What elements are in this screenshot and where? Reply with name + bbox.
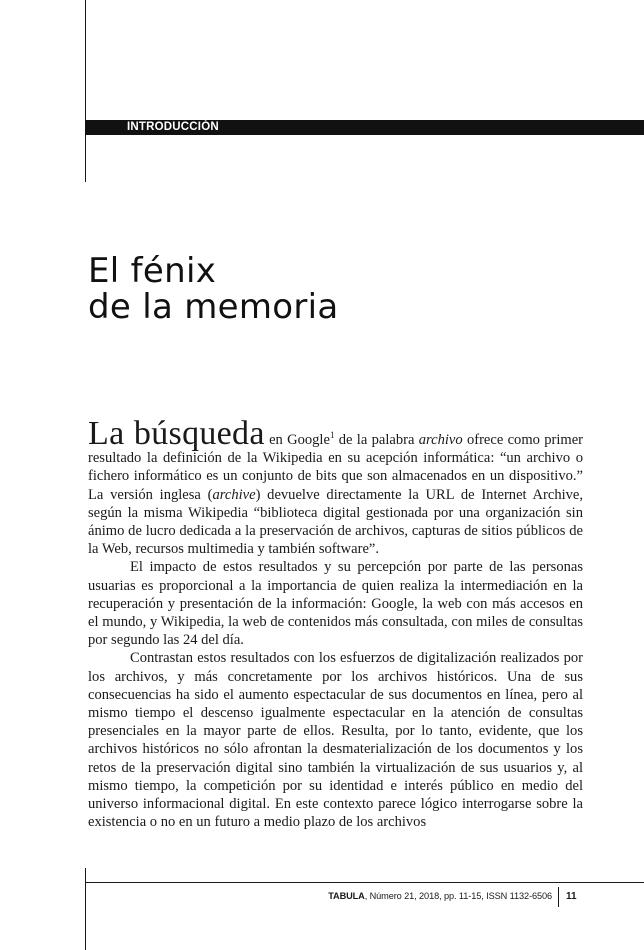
p1-text-a: en Google [264,432,330,448]
title-line-2: de la memoria [88,287,339,327]
page-number: 11 [566,891,577,902]
journal-name: TABULA [328,891,365,901]
paragraph-2: El impacto de estos resultados y su percepción por parte de las personas usuarias es proporcional a la importancia de quien realiza la intermediación en la recuperación y presentación de la información: Google, la web con más accesos en el mundo, y Wikipedia, la web de contenidos más consultada, con miles de consultas por segundo las 24 del día. [88,559,583,649]
paragraph-3: Contrastan estos resultados con los esfuerzos de digitalización realizados por los archivos, y más concretamente por los archivos históricos. Una de sus consecuencias ha sido el aumento espectacular de sus documentos en línea, pero al mismo tiempo el descenso igualmente espectacular en la atención de consultas presenciales en la mayor parte de ellos. Resulta, por lo tanto, evidente, que los archivos históricos no sólo afrontan la desmaterialización de los documentos y los retos de la preservación digital sino también la virtualización de sus usuarios y, al mismo tiempo, la competición por su identidad e interés público en medio del universo informacional digital. En este contexto parece lógico interrogarse sobre la existencia o no en un futuro a medio plazo de los archivos [88,650,583,831]
margin-rule-top [85,0,86,182]
footer-citation [328,891,552,901]
article-title [88,253,339,325]
lead-word: La búsqueda [88,415,265,452]
footer-separator [558,887,559,907]
footnote-ref: 1 [329,430,335,440]
p1-italic-archive: archive [212,486,256,503]
p1-text-b: de la palabra [334,432,419,448]
section-label: INTRODUCCIÓN [127,121,219,133]
article-body [88,415,584,831]
p1-text-d: ) devuelve directamente la URL de Internet Archive, según la misma Wikipedia “biblioteca digital gestionada por una organización sin ánimo de lucro dedicada a la preservación de archivos, capturas de sitios públicos de la Web, recursos multimedia y también software”. [88,486,584,558]
p1-italic-archivo: archivo [418,432,463,448]
section-header [85,120,644,135]
title-line-1: El fénix [88,251,217,291]
citation-text: , Número 21, 2018, pp. 11-15, ISSN 1132-6506 [364,891,552,901]
footer-rule [85,882,644,883]
margin-rule-bottom [85,868,86,950]
paragraph-1 [88,415,584,558]
p1-text-c: ofrece como primer resultado la definición de la Wikipedia en su acepción informática: “un archivo o fichero informático es un conjunto de bits que son almacenados en un dispositivo.” La versión inglesa ( [88,432,584,503]
